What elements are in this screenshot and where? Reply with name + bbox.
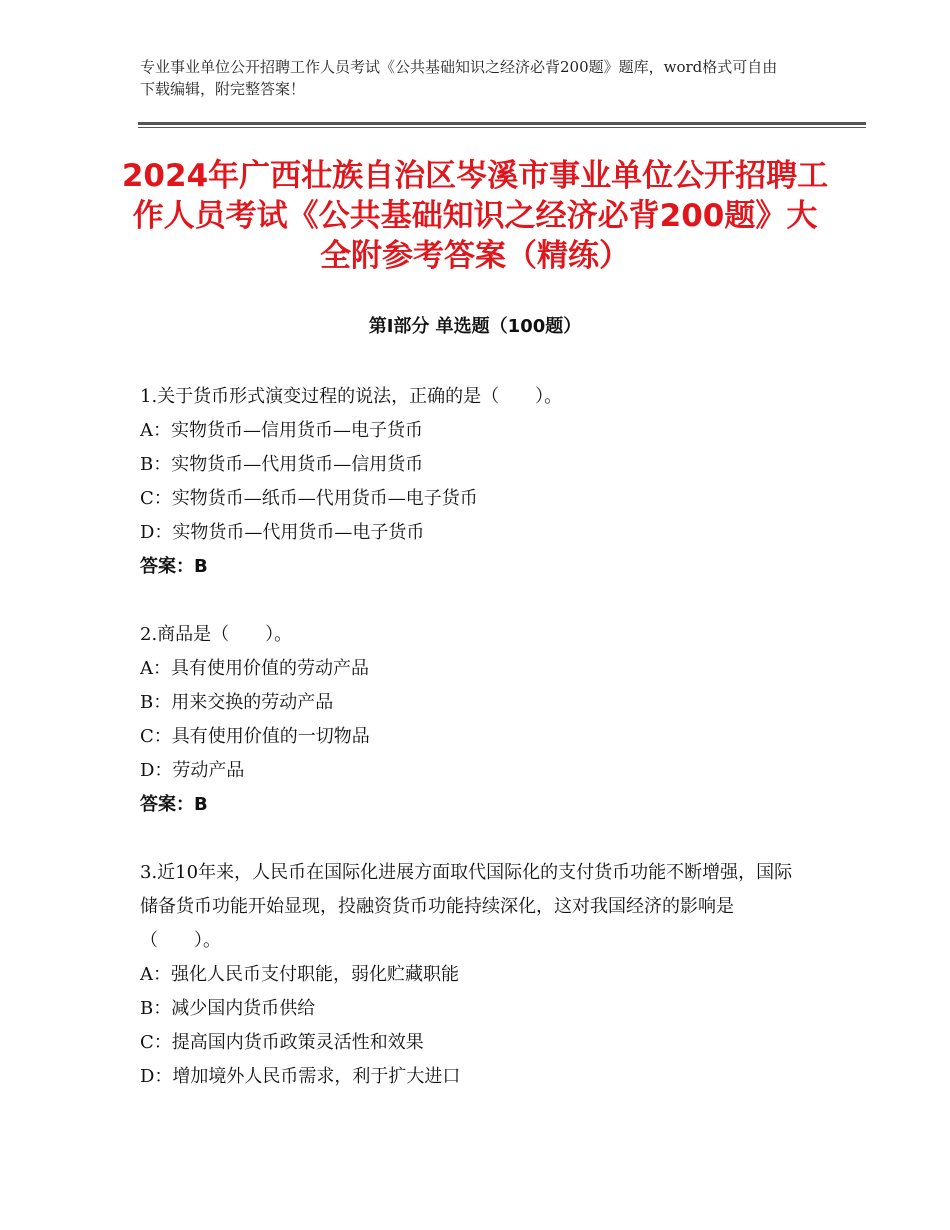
header-divider — [138, 122, 866, 128]
option-d: D：增加境外人民币需求，利于扩大进口 — [140, 1066, 461, 1087]
question-1 — [140, 380, 810, 584]
answer-label: 答案：B — [140, 556, 208, 577]
question-stem: 1.关于货币形式演变过程的说法，正确的是（ ）。 — [140, 386, 563, 407]
header-divider-thick — [138, 122, 866, 125]
option-d: D：劳动产品 — [140, 760, 245, 781]
answer-label: 答案：B — [140, 794, 208, 815]
option-d: D：实物货币—代用货币—电子货币 — [140, 522, 425, 543]
option-c: C：具有使用价值的一切物品 — [140, 726, 370, 747]
option-b: B：减少国内货币供给 — [140, 998, 316, 1019]
option-a: A：强化人民币支付职能，弱化贮藏职能 — [140, 964, 459, 985]
option-a: A：具有使用价值的劳动产品 — [140, 658, 369, 679]
header-note: 专业事业单位公开招聘工作人员考试《公共基础知识之经济必背200题》题库，word格式可自由下载编辑，附完整答案！ — [140, 58, 778, 98]
header-divider-thin — [138, 127, 866, 128]
document-title: 2024年广西壮族自治区岑溪市事业单位公开招聘工作人员考试《公共基础知识之经济必背200题》大全附参考答案（精练） — [121, 158, 829, 274]
option-a: A：实物货币—信用货币—电子货币 — [140, 420, 423, 441]
question-list — [140, 380, 810, 1128]
question-3 — [140, 856, 810, 1094]
option-b: B：实物货币—代用货币—信用货币 — [140, 454, 424, 475]
question-2 — [140, 618, 810, 822]
question-stem: 2.商品是（ ）。 — [140, 624, 293, 645]
option-c: C：实物货币—纸币—代用货币—电子货币 — [140, 488, 478, 509]
section-title: 第I部分 单选题（100题） — [368, 316, 582, 337]
option-c: C：提高国内货币政策灵活性和效果 — [140, 1032, 424, 1053]
question-stem: 3.近10年来，人民币在国际化进展方面取代国际化的支付货币功能不断增强，国际储备货币功能开始显现，投融资货币功能持续深化，这对我国经济的影响是（ ）。 — [140, 862, 793, 951]
option-b: B：用来交换的劳动产品 — [140, 692, 334, 713]
